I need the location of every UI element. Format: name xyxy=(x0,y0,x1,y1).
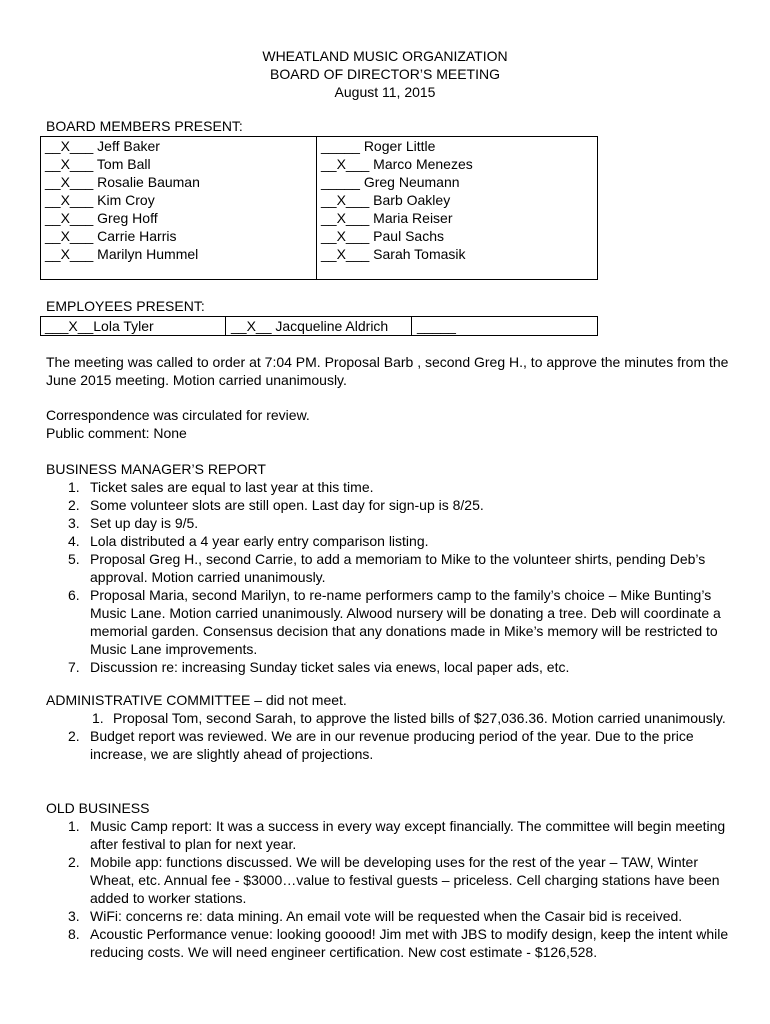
list-text: Proposal Maria, second Marilyn, to re-name performers camp to the family’s choice – Mike Bunting’s Music Lane. Motion carried unanimously. Alwood nursery will be donating a tree. Deb will coordinate a memorial garden. Consensus decision that any donations made in Mike’s memory will be restricted to Music Lane improvements. xyxy=(90,587,721,657)
board-member-row: __X___ Jeff Baker xyxy=(45,138,160,154)
board-member-row: __X___ Carrie Harris xyxy=(45,228,177,244)
list-item xyxy=(46,514,736,532)
board-members-heading: BOARD MEMBERS PRESENT: xyxy=(46,118,243,134)
list-item xyxy=(46,925,736,961)
board-member-row: __X___ Greg Hoff xyxy=(45,210,158,226)
list-text: Music Camp report: It was a success in every way except financially. The committee will begin meeting after festival to plan for next year. xyxy=(90,818,726,852)
employee-cell: __X__ Jacqueline Aldrich xyxy=(231,318,389,334)
list-item xyxy=(46,478,736,496)
table-divider xyxy=(225,317,226,335)
list-text: Proposal Tom, second Sarah, to approve the listed bills of $27,036.36. Motion carried unanimously. xyxy=(113,710,726,726)
list-number: 1. xyxy=(92,710,104,726)
list-item xyxy=(46,532,736,550)
board-member-row: __X___ Kim Croy xyxy=(45,192,155,208)
list-number: 7. xyxy=(68,659,80,675)
list-number: 8. xyxy=(68,926,80,942)
list-number: 2. xyxy=(68,497,80,513)
list-item xyxy=(46,586,736,658)
table-divider xyxy=(316,137,317,279)
board-member-row: __X___ Marilyn Hummel xyxy=(45,246,199,262)
list-text: Set up day is 9/5. xyxy=(90,515,199,531)
list-text: Discussion re: increasing Sunday ticket sales via enews, local paper ads, etc. xyxy=(90,659,570,675)
list-number: 2. xyxy=(68,728,80,744)
board-member-row: _____ Roger Little xyxy=(321,138,436,154)
correspondence-line: Correspondence was circulated for review. xyxy=(46,407,310,423)
section-heading: OLD BUSINESS xyxy=(46,800,150,816)
employees-heading: EMPLOYEES PRESENT: xyxy=(46,298,205,314)
section-heading: ADMINISTRATIVE COMMITTEE – did not meet. xyxy=(46,692,347,708)
list-item xyxy=(46,817,736,853)
public-comment-line: Public comment: None xyxy=(46,425,187,441)
list-text: Mobile app: functions discussed. We will be developing uses for the rest of the year – TAW, Winter Wheat, etc. Annual fee - $3000…value to festival guests – priceless. Cell charging stations have been added to worker stations. xyxy=(90,854,720,906)
board-member-row: __X___ Tom Ball xyxy=(45,156,151,172)
list-item xyxy=(46,907,736,925)
list-number: 1. xyxy=(68,818,80,834)
section-heading: BUSINESS MANAGER’S REPORT xyxy=(46,461,266,477)
list-text: Proposal Greg H., second Carrie, to add a memoriam to Mike to the volunteer shirts, pending Deb’s approval. Motion carried unanimously. xyxy=(90,551,706,585)
board-member-row: __X___ Paul Sachs xyxy=(321,228,444,244)
board-member-row: __X___ Maria Reiser xyxy=(321,210,453,226)
list-number: 5. xyxy=(68,551,80,567)
list-item xyxy=(46,709,736,727)
list-text: Some volunteer slots are still open. Last day for sign-up is 8/25. xyxy=(90,497,484,513)
employee-cell: ___X__Lola Tyler xyxy=(45,318,154,334)
old-business-section xyxy=(46,799,736,961)
list-text: Ticket sales are equal to last year at this time. xyxy=(90,479,374,495)
list-number: 3. xyxy=(68,908,80,924)
list-text: Lola distributed a 4 year early entry comparison listing. xyxy=(90,533,429,549)
meeting-date: August 11, 2015 xyxy=(334,84,436,100)
list-item xyxy=(46,496,736,514)
board-member-row: _____ Greg Neumann xyxy=(321,174,460,190)
admin-committee-section xyxy=(46,691,736,763)
list-item xyxy=(46,853,736,907)
org-name: WHEATLAND MUSIC ORGANIZATION xyxy=(262,48,508,64)
employees-table xyxy=(40,316,598,336)
board-members-left-column xyxy=(45,137,200,263)
list-number: 4. xyxy=(68,533,80,549)
board-member-row: __X___ Sarah Tomasik xyxy=(321,246,466,262)
board-member-row: __X___ Marco Menezes xyxy=(321,156,473,172)
list-item xyxy=(46,550,736,586)
document-header xyxy=(0,47,770,101)
board-members-table xyxy=(40,136,598,280)
meeting-title: BOARD OF DIRECTOR’S MEETING xyxy=(270,66,500,82)
list-text: Acoustic Performance venue: looking gooood! Jim met with JBS to modify design, keep the intent while reducing costs. We will need engineer certification. New cost estimate - $126,528. xyxy=(90,926,729,960)
board-members-right-column xyxy=(321,137,473,263)
board-member-row: __X___ Barb Oakley xyxy=(321,192,451,208)
employee-cell: _____ xyxy=(417,318,456,334)
list-number: 6. xyxy=(68,587,80,603)
list-number: 1. xyxy=(68,479,80,495)
business-manager-section xyxy=(46,460,736,676)
call-to-order-paragraph: The meeting was called to order at 7:04 PM. Proposal Barb , second Greg H., to approve the minutes from the June 2015 meeting. Motion carried unanimously. xyxy=(46,354,729,388)
list-number: 2. xyxy=(68,854,80,870)
list-number: 3. xyxy=(68,515,80,531)
list-item xyxy=(46,727,736,763)
board-member-row: __X___ Rosalie Bauman xyxy=(45,174,200,190)
table-divider xyxy=(411,317,412,335)
list-item xyxy=(46,658,736,676)
list-text: Budget report was reviewed. We are in our revenue producing period of the year. Due to the price increase, we are slightly ahead of projections. xyxy=(90,728,694,762)
list-text: WiFi: concerns re: data mining. An email vote will be requested when the Casair bid is received. xyxy=(90,908,683,924)
